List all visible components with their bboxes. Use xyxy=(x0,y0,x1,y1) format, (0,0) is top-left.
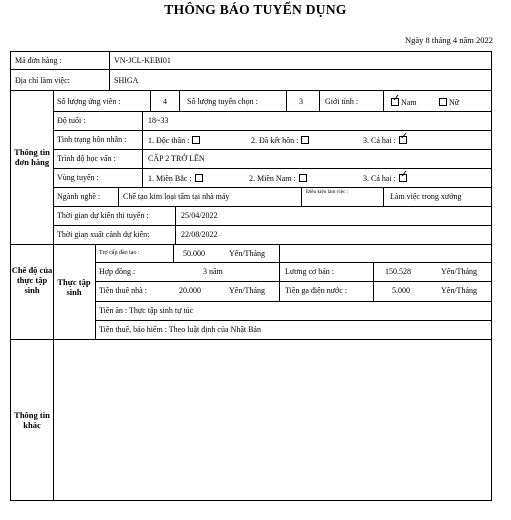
checkbox-checked-icon xyxy=(391,98,399,106)
utilities-value: 5.000 xyxy=(392,286,410,295)
base-salary-value: 150.528 xyxy=(385,267,411,276)
region-option-both[interactable] xyxy=(363,174,407,183)
checkbox-icon xyxy=(301,136,309,144)
industry-label: Ngành nghề : xyxy=(57,192,101,201)
section-order-info: Thông tin đơn hàng xyxy=(14,147,50,168)
region-option-both-label: 3. Cả hai : xyxy=(363,174,396,183)
marital-option-both-label: 3. Cả hai : xyxy=(363,136,396,145)
gender-female-label: Nữ xyxy=(449,98,460,107)
issue-date: Ngày 8 tháng 4 năm 2022 xyxy=(404,35,493,45)
selected-label: Số lượng tuyển chọn : xyxy=(187,97,258,106)
tax-insurance-note: Tiền thuế, bảo hiểm : Theo luật định của Nhật Bản xyxy=(99,325,261,334)
region-option-north[interactable] xyxy=(148,174,203,183)
order-code-value: VN-JCL-KEBI01 xyxy=(114,56,171,65)
base-salary-unit: Yên/Tháng xyxy=(441,267,477,276)
selected-value: 3 xyxy=(299,97,303,106)
meals-note: Tiền ăn : Thực tập sinh tự túc xyxy=(99,306,194,315)
region-label: Vùng tuyển : xyxy=(57,173,99,182)
contract-label: Hợp đồng : xyxy=(99,267,136,276)
departure-date-value: 22/08/2022 xyxy=(181,230,218,239)
gender-male-option[interactable] xyxy=(391,98,417,107)
training-allowance-unit: Yên/Tháng xyxy=(229,249,265,258)
training-allowance-value: 50.000 xyxy=(183,249,205,258)
exam-date-value: 25/04/2022 xyxy=(181,211,218,220)
education-label: Trình độ học vấn : xyxy=(57,154,116,163)
checkbox-icon xyxy=(299,174,307,182)
candidates-value: 4 xyxy=(163,97,167,106)
gender-label: Giới tính : xyxy=(325,97,359,106)
region-option-south-label: 2. Miền Nam : xyxy=(249,174,296,183)
age-value: 18~33 xyxy=(148,116,169,125)
base-salary-label: Lương cơ bản : xyxy=(285,267,335,276)
utilities-label: Tiền ga điện nước : xyxy=(285,286,348,295)
gender-female-option[interactable] xyxy=(439,98,459,107)
work-address-value: SHIGA xyxy=(114,76,139,85)
region-option-north-label: 1. Miền Bắc : xyxy=(148,174,192,183)
conditions-label: Điều kiện làm việc : xyxy=(306,189,349,195)
marital-option-single[interactable] xyxy=(148,136,200,145)
checkbox-icon xyxy=(195,174,203,182)
marital-option-married-label: 2. Đã kết hôn : xyxy=(251,136,299,145)
work-address-label: Địa chỉ làm việc: xyxy=(15,76,70,85)
section-other-info: Thông tin khác xyxy=(14,410,50,431)
industry-value: Chế tạo kim loại tấm tại nhà máy xyxy=(123,192,230,201)
section-intern-regime: Chế độ của thực tập sinh xyxy=(11,265,53,296)
training-allowance-label: Trợ cấp đào tạo : xyxy=(99,250,140,256)
checkbox-checked-icon xyxy=(399,136,407,144)
education-value: CẤP 2 TRỞ LÊN xyxy=(148,154,205,163)
utilities-unit: Yên/Tháng xyxy=(441,286,477,295)
candidates-label: Số lượng ứng viên : xyxy=(57,97,121,106)
marital-option-both[interactable] xyxy=(363,136,407,145)
checkbox-icon xyxy=(192,136,200,144)
other-info-area[interactable] xyxy=(54,340,491,500)
checkbox-icon xyxy=(439,98,447,106)
marital-label: Tình trạng hôn nhân : xyxy=(57,135,127,144)
gender-male-label: Nam xyxy=(401,98,417,107)
rent-label: Tiền thuê nhà : xyxy=(99,286,147,295)
marital-option-married[interactable] xyxy=(251,136,309,145)
rent-value: 20.000 xyxy=(179,286,201,295)
rent-unit: Yên/Tháng xyxy=(229,286,265,295)
checkbox-checked-icon xyxy=(399,174,407,182)
marital-option-single-label: 1. Độc thân : xyxy=(148,136,190,145)
order-code-label: Mã đơn hàng : xyxy=(15,56,62,65)
exam-date-label: Thời gian dự kiến thi tuyển : xyxy=(57,211,149,220)
departure-date-label: Thời gian xuất cảnh dự kiến: xyxy=(57,230,150,239)
recruitment-form xyxy=(10,51,492,501)
contract-value: 3 năm xyxy=(203,267,223,276)
page-title: THÔNG BÁO TUYỂN DỤNG xyxy=(164,2,347,17)
age-label: Độ tuổi : xyxy=(57,116,86,125)
region-option-south[interactable] xyxy=(249,174,307,183)
conditions-value: Làm việc trong xưởng xyxy=(390,192,462,201)
section-intern: Thực tập sinh xyxy=(57,277,91,298)
